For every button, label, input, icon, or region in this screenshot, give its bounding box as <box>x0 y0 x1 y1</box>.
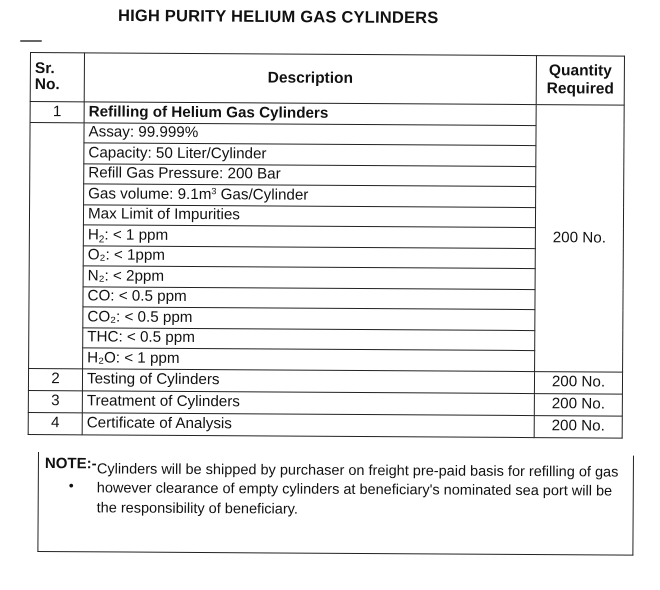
spec-line: THC: < 0.5 ppm <box>83 327 535 350</box>
spec-line: CO: < 0.5 ppm <box>83 286 535 309</box>
spec-line: CO₂: < 0.5 ppm <box>83 307 535 330</box>
item-sr-no: 2 <box>28 368 82 390</box>
header-row <box>30 53 624 106</box>
header-qty-line1: Quantity <box>548 62 612 80</box>
table-row <box>28 412 622 438</box>
scan-mark <box>20 40 42 42</box>
header-qty-line2: Required <box>546 80 614 98</box>
spec-line: Capacity: 50 Liter/Cylinder <box>84 143 536 166</box>
gas-volume-suffix: Gas/Cylinder <box>216 185 309 204</box>
item-sr-no: 4 <box>28 412 82 434</box>
item-quantity: 200 No. <box>534 393 622 416</box>
gas-volume-prefix: Gas volume: 9.1m <box>88 185 212 203</box>
header-description: Description <box>84 53 536 105</box>
sr-blank-cell <box>29 122 85 368</box>
header-sr-line2: No. <box>34 76 60 94</box>
item-quantity: 200 No. <box>534 415 622 438</box>
item-description: Treatment of Cylinders <box>82 390 534 415</box>
specification-table <box>28 52 625 438</box>
document-title: HIGH PURITY HELIUM GAS CYLINDERS <box>117 6 439 28</box>
h2-limit: : < 1 ppm <box>104 226 169 244</box>
h2-symbol: H <box>87 226 99 244</box>
spec-line: N₂: < 2ppm <box>83 266 535 289</box>
header-sr-line1: Sr. <box>34 59 55 77</box>
item-quantity: 200 No. <box>535 105 625 372</box>
h2-subscript: 2 <box>98 234 105 246</box>
item-description: Testing of Cylinders <box>82 368 534 393</box>
bullet-icon: • <box>68 477 74 494</box>
item-sr-no: 1 <box>30 102 84 123</box>
spec-line-h2 <box>83 225 535 248</box>
note-label: NOTE:- <box>44 455 97 473</box>
gas-volume-superscript: 3 <box>211 185 217 196</box>
spec-line: Refill Gas Pressure: 200 Bar <box>84 163 536 186</box>
spec-line: H₂O: < 1 ppm <box>83 348 535 371</box>
note-text: Cylinders will be shipped by purchaser on freight pre-paid basis for refilling of gas however clearance of empty cylinders at beneficiary's nominated sea port will be the responsibility of beneficiary. <box>96 461 619 518</box>
item-description-title: Refilling of Helium Gas Cylinders <box>84 102 536 125</box>
note-box <box>37 452 634 556</box>
item-description: Certificate of Analysis <box>82 412 534 437</box>
header-quantity <box>536 56 624 106</box>
item-sr-no: 3 <box>28 390 82 412</box>
header-sr-no <box>30 53 84 102</box>
item-quantity: 200 No. <box>534 371 622 394</box>
spec-line-gas-volume <box>84 184 536 207</box>
spec-line: Max Limit of Impurities <box>83 204 535 227</box>
spec-line: O₂: < 1ppm <box>83 245 535 268</box>
spec-line: Assay: 99.999% <box>84 122 536 145</box>
